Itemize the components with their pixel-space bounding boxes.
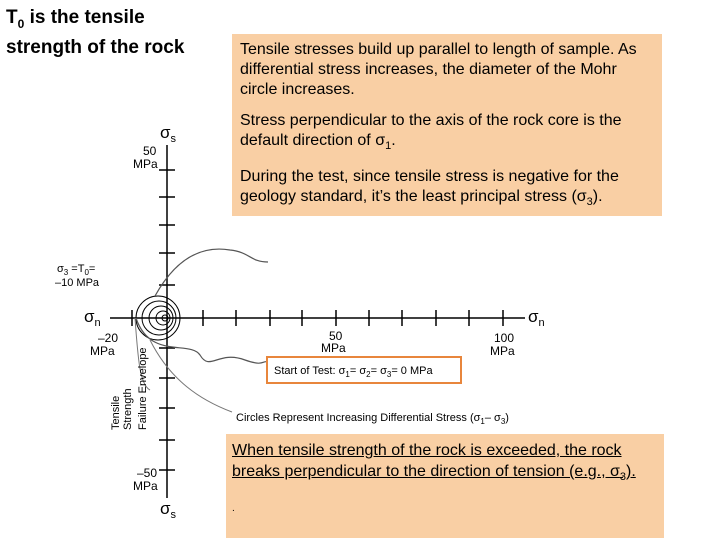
x-neg20-unit: MPa <box>90 344 115 358</box>
sigma-n-right-label: $\sigma_n$ <box>528 307 545 329</box>
top-paragraph-1: Tensile stresses build up parallel to length of sample. As differential stress increases, the diameter of the Mohr circle increases. <box>240 41 637 98</box>
start-of-test-label: Start of Test: $\sigma_1= \sigma_2= \sigma_3= 0$ MPa <box>274 365 433 379</box>
y-bottom-value: –50 <box>137 466 158 480</box>
neg10-label: –10 MPa <box>55 277 100 289</box>
sigma-n-left-label: $\sigma_n$ <box>84 307 101 329</box>
tensile-strength-label: TensileStrength <box>110 388 134 430</box>
circles-pointer <box>150 340 232 412</box>
sigma-s-bottom-label: $\sigma_s$ <box>160 499 176 521</box>
sigma3-t0-label: $\sigma_3 =T_0=$ <box>57 263 96 277</box>
failure-envelope-upper <box>155 249 268 296</box>
y-top-value: 50 <box>143 144 157 158</box>
circles-note: Circles Represent Increasing Differential Stress ($\sigma_1-$ $\sigma_3$) <box>236 412 509 426</box>
page-title: $T_0$ is the tensile strength of the rock <box>6 7 185 58</box>
failure-envelope-label: Failure Envelope <box>137 347 149 430</box>
top-paragraph-2: Stress perpendicular to the axis of the rock core is the default direction of $\sigma_1$. <box>240 112 622 153</box>
top-paragraph-3: During the test, since tensile stress is negative for the geology standard, it’s the least principal stress $(\sigma_3)$. <box>240 168 619 209</box>
sigma-s-top-label: $\sigma_s$ <box>160 123 176 145</box>
x-neg20-value: –20 <box>98 331 119 345</box>
x-50-unit: MPa <box>321 341 346 355</box>
start-of-test-box <box>266 356 462 384</box>
bottom-explanation-box <box>226 434 664 538</box>
y-bottom-unit: MPa <box>133 479 158 493</box>
bottom-dot: . <box>232 503 235 515</box>
bottom-paragraph: When tensile strength of the rock is exceeded, the rock breaks perpendicular to the direction of tension (e.g., $\sigma_3$). <box>232 442 636 484</box>
x-50-value: 50 <box>329 329 343 343</box>
top-explanation-box <box>232 34 662 216</box>
failure-envelope-lower <box>136 318 268 363</box>
x-100-unit: MPa <box>490 344 515 358</box>
y-top-unit: MPa <box>133 157 158 171</box>
x-100-value: 100 <box>494 331 515 345</box>
